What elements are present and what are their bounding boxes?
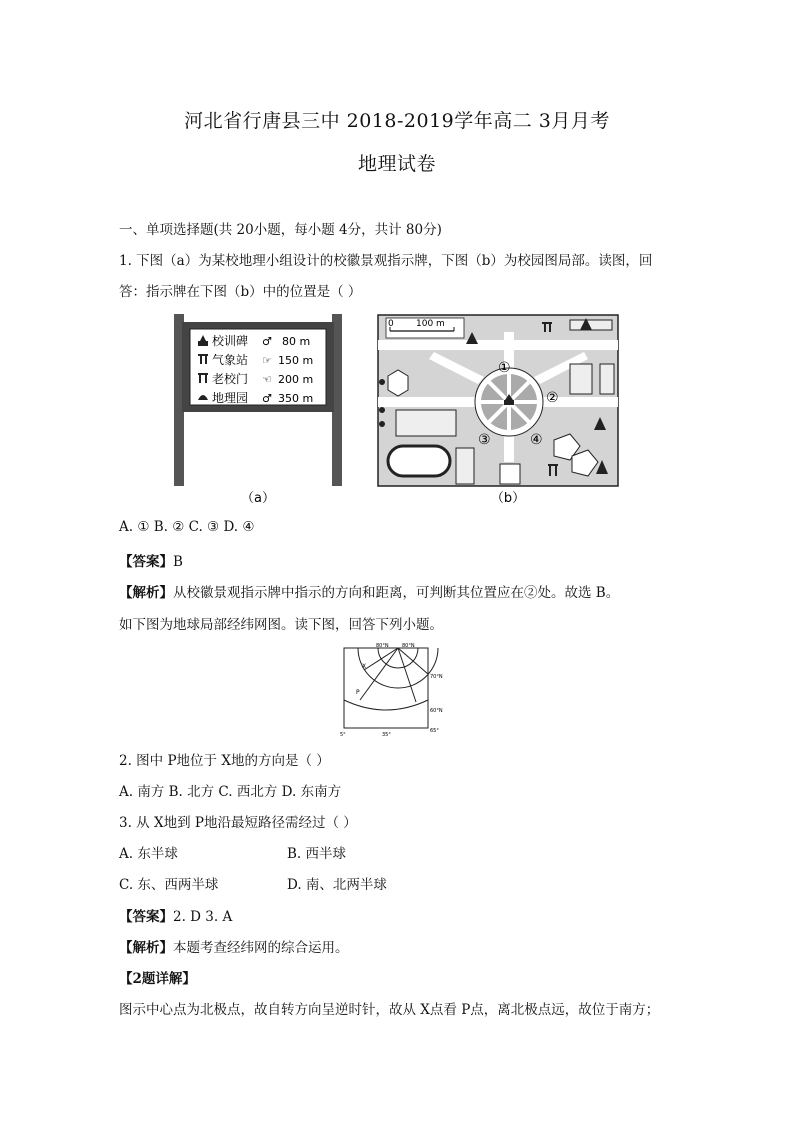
sign-row-2-name: 气象站 xyxy=(212,353,249,367)
question-1-stem-cont: 答：指示牌在下图（b）中的位置是（ ） xyxy=(119,284,362,300)
label-60n: 60°N xyxy=(430,708,443,714)
analysis-tag: 【解析】 xyxy=(119,585,173,601)
point-p: P xyxy=(356,689,360,696)
marker-1: ① xyxy=(498,360,511,376)
question-1-analysis xyxy=(119,581,619,601)
analysis-text: 从校徽景观指示牌中指示的方向和距离，可判断其位置应在②处。故选 B。 xyxy=(173,585,620,601)
hand-pointer-icon: ☞ xyxy=(262,354,272,367)
sign-row-1-dist: 80 m xyxy=(282,335,311,348)
sign-board-figure xyxy=(170,312,350,508)
label-35: 35° xyxy=(382,732,391,738)
label-80n-right: 80°N xyxy=(402,643,415,649)
marker-2: ② xyxy=(546,390,559,406)
analysis-tag: 【解析】 xyxy=(119,940,173,956)
detail-text: 图示中心点为北极点，故自转方向呈逆时针，故从 X点看 P点，离北极点远，故位于南方； xyxy=(119,1002,660,1018)
group-answer xyxy=(119,905,232,925)
page-title: 河北省行唐县三中 2018-2019学年高二 3月月考 xyxy=(184,110,610,132)
label-80n-left: 80°N xyxy=(376,643,389,649)
question-2-options: A. 南方 B. 北方 C. 西北方 D. 东南方 xyxy=(119,784,342,800)
question-2-stem: 2. 图中 P地位于 X地的方向是（ ） xyxy=(119,753,330,769)
walk-icon: ♂ xyxy=(262,392,272,405)
question-1-options: A. ① B. ② C. ③ D. ④ xyxy=(119,519,255,535)
sign-row-2-dist: 150 m xyxy=(278,354,314,367)
point-x: X xyxy=(362,663,367,670)
analysis-text: 本题考查经纬网的综合运用。 xyxy=(173,940,349,956)
answer-value: 2. D 3. A xyxy=(173,909,233,925)
sign-row-4-dist: 350 m xyxy=(278,392,314,405)
answer-value: B xyxy=(173,554,183,570)
sign-row-1-name: 校训碑 xyxy=(212,334,249,348)
group-intro: 如下图为地球局部经纬网图。读下图，回答下列小题。 xyxy=(119,617,443,633)
sign-row-3-name: 老校门 xyxy=(212,372,249,386)
figure-b-caption: （b） xyxy=(490,491,526,506)
lat-long-grid-figure xyxy=(338,640,446,738)
group-analysis xyxy=(119,936,349,956)
campus-map-figure xyxy=(374,312,622,508)
marker-4: ④ xyxy=(530,432,543,448)
label-70n: 70°N xyxy=(430,674,443,680)
marker-3: ③ xyxy=(478,432,491,448)
question-3-stem: 3. 从 X地到 P地沿最短路径需经过（ ） xyxy=(119,815,357,831)
walk-icon: ♂ xyxy=(262,335,272,348)
figure-a-caption: （a） xyxy=(241,491,275,506)
question-3-option-a: A. 东半球 xyxy=(119,846,178,862)
label-65: 65° xyxy=(430,728,439,734)
answer-tag: 【答案】 xyxy=(119,554,173,570)
scale-zero: 0 xyxy=(388,319,394,329)
question-3-option-c: C. 东、西两半球 xyxy=(119,877,219,893)
label-5: 5° xyxy=(340,732,346,738)
question-1-answer xyxy=(119,550,183,570)
section-heading: 一、单项选择题(共 20小题，每小题 4分，共计 80分) xyxy=(119,222,442,238)
sign-row-4-name: 地理园 xyxy=(212,391,249,405)
sign-row-3-dist: 200 m xyxy=(278,373,314,386)
page-subtitle: 地理试卷 xyxy=(357,153,436,175)
hand-pointer-icon: ☜ xyxy=(262,373,272,386)
question-3-option-b: B. 西半球 xyxy=(287,846,347,862)
detail-heading: 【2题详解】 xyxy=(119,971,196,987)
scale-100m: 100 m xyxy=(416,319,445,329)
question-1-stem: 1. 下图（a）为某校地理小组设计的校徽景观指示牌，下图（b）为校园图局部。读图，回 xyxy=(119,253,653,269)
question-3-option-d: D. 南、北两半球 xyxy=(287,877,387,893)
answer-tag: 【答案】 xyxy=(119,909,173,925)
